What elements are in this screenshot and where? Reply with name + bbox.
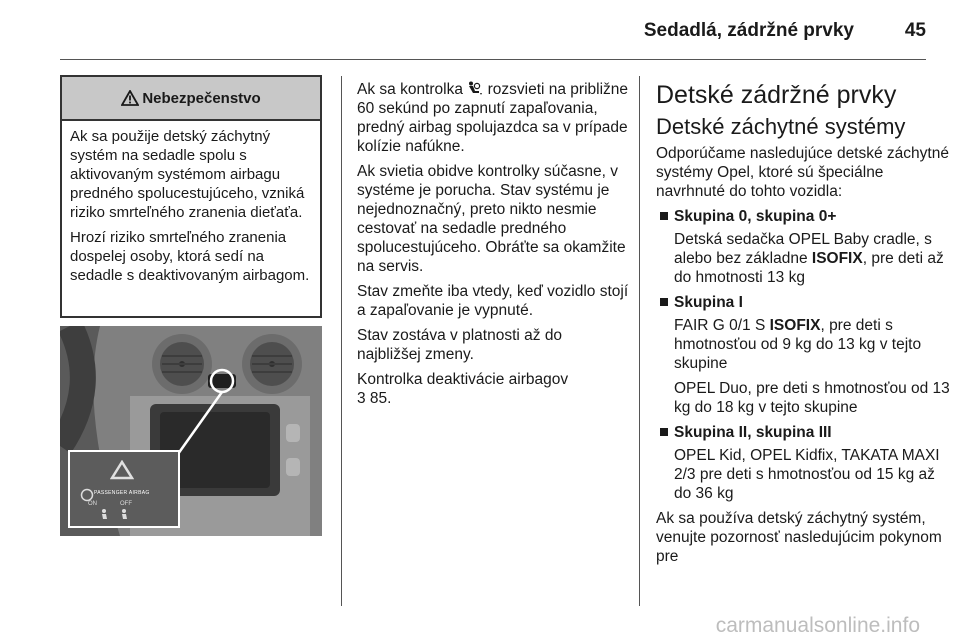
paragraph-malfunction: Ak svietia obidve kontrolky súčasne, v systéme je porucha. Stav systému je nejednoznačný, preto nikto nesmie cestovať na sedadle predného spolucestujúceho. Obráťte sa okamžite na servis. [357, 163, 626, 275]
group-0-title: Skupina 0, skupina 0+ [656, 207, 950, 226]
warning-triangle-icon [121, 90, 139, 106]
right-column [656, 80, 950, 572]
group-1-text: FAIR G 0/1 S ISOFIX, pre deti s hmotnosťou od 9 kg do 13 kg v tejto skupine [674, 317, 922, 372]
column-divider-1 [341, 76, 342, 606]
danger-paragraph-2: Hrozí riziko smrteľného zranenia dospelej osoby, ktorá sedí na sedadle s deaktivovaným airbagom. [70, 229, 310, 284]
reference-text: Kontrolka deaktivácie airbagov [357, 371, 569, 388]
airbag-on-icon [467, 81, 483, 96]
hazard-triangle-icon [110, 460, 134, 480]
closing-paragraph: Ak sa používa detský záchytný systém, venujte pozornosť nasledujúcim pokynom pre [656, 510, 942, 565]
header-rule [60, 59, 926, 60]
paragraph-state-validity: Stav zostáva v platnosti až do najbližšej zmeny. [357, 327, 563, 363]
group-1-text-2: OPEL Duo, pre deti s hmotnosťou od 13 kg do 18 kg v tejto skupine [674, 380, 950, 416]
group-0-text: Detská sedačka OPEL Baby cradle, s alebo bez základne ISOFIX, pre deti až do hmotnosti 13 kg [674, 231, 944, 286]
intro-paragraph: Odporúčame nasledujúce detské záchytné systémy Opel, ktoré sú špeciálne navrhnuté do tohto vozidla: [656, 145, 949, 200]
column-divider-2 [639, 76, 640, 606]
airbag-indicator-icon [100, 508, 140, 520]
figure-zoom-inset [68, 450, 180, 528]
page-number: 45 [904, 20, 926, 41]
group-2-3-title: Skupina II, skupina III [656, 423, 950, 442]
section-heading: Detské zádržné prvky [656, 81, 897, 109]
paragraph-indicator-start: Ak sa kontrolka [357, 81, 463, 98]
danger-box [60, 75, 322, 318]
paragraph-indicator-rest: rozsvieti na približne 60 sekúnd po zapnutí zapaľovania, predný airbag spolujazdca sa v prípade kolízie nafúkne. [357, 81, 629, 155]
danger-box-body [62, 121, 320, 285]
page-header-title: Sedadlá, zádržné prvky [643, 20, 854, 41]
switch-knob-icon [80, 488, 94, 502]
inset-off-label: OFF [120, 501, 132, 507]
inset-panel-label: PASSENGER AIRBAG [94, 490, 150, 496]
reference-link[interactable]: 3 85. [357, 390, 392, 407]
dashboard-photo [60, 326, 322, 536]
middle-column [357, 80, 629, 414]
group-2-3-text: OPEL Kid, OPEL Kidfix, TAKATA MAXI 2/3 pre deti s hmotnosťou od 15 kg až do 36 kg [674, 447, 940, 502]
inset-on-label: ON [88, 501, 97, 507]
paragraph-indicator [357, 80, 629, 156]
paragraph-reference [357, 370, 629, 408]
danger-paragraph-1: Ak sa použije detský záchytný systém na sedadle spolu s aktivovaným systémom airbagu predného spolucestujúceho, vzniká riziko smrteľného zranenia dieťaťa. [70, 128, 305, 221]
watermark: carmanualsonline.info [715, 614, 920, 637]
subsection-heading: Detské záchytné systémy [656, 114, 906, 139]
danger-box-header [62, 77, 320, 121]
group-1-title: Skupina I [656, 293, 950, 312]
danger-box-title: Nebezpečenstvo [142, 89, 261, 107]
paragraph-change-state: Stav zmeňte iba vtedy, keď vozidlo stojí a zapaľovanie je vypnuté. [357, 283, 629, 319]
